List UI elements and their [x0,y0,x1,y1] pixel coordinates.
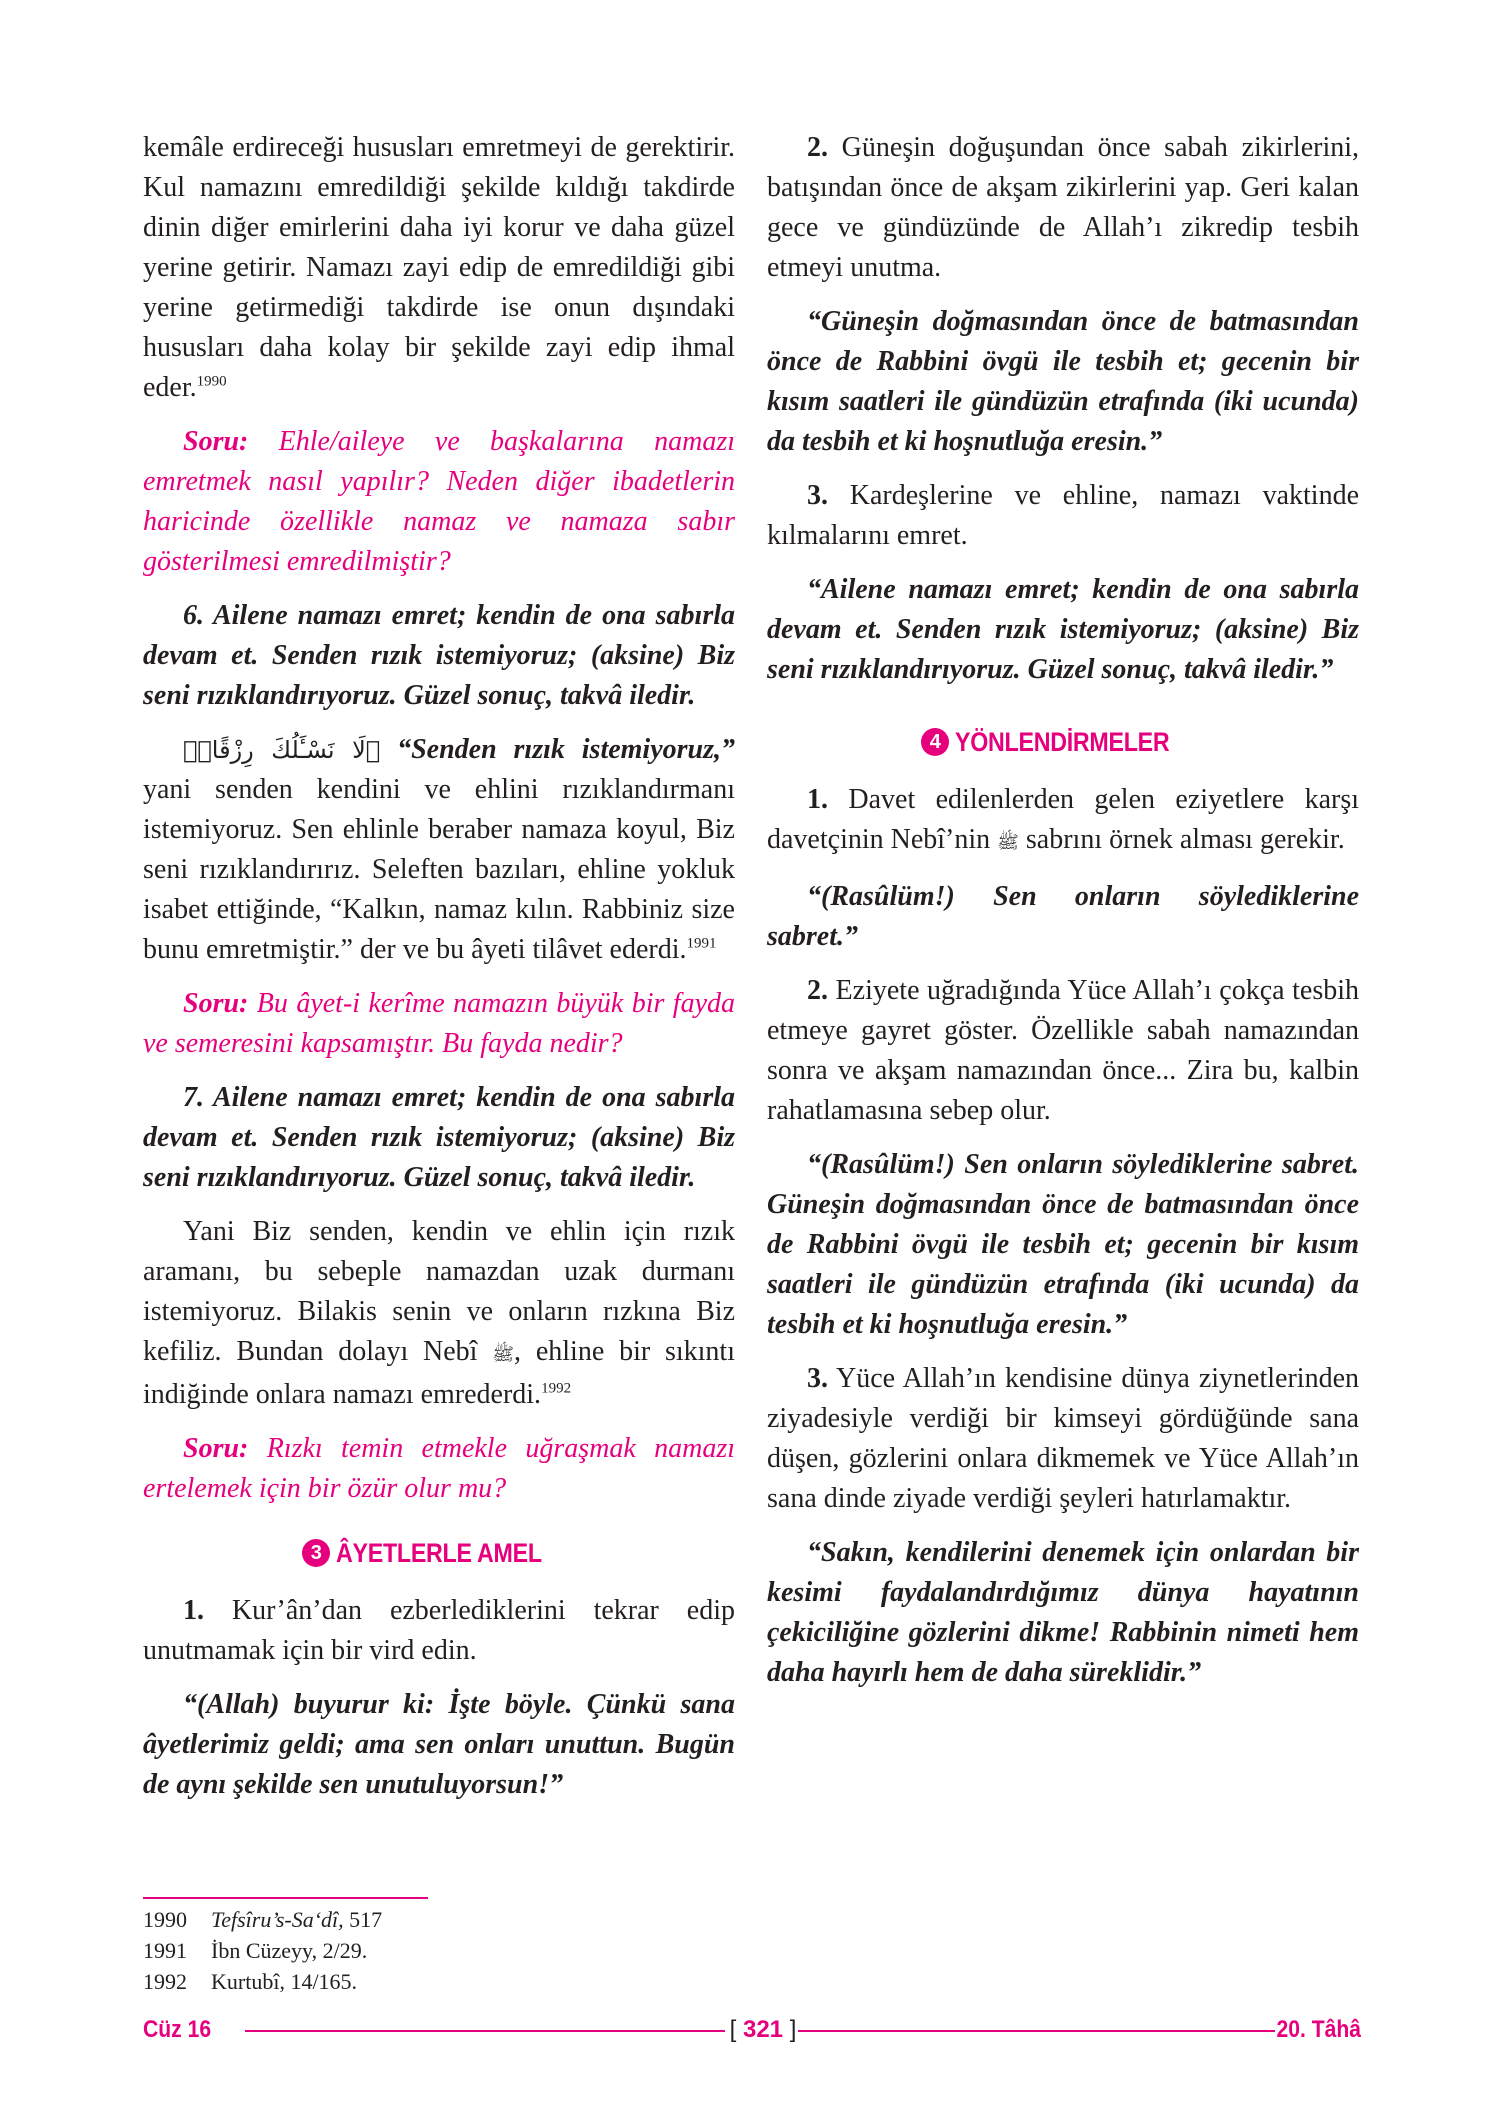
paragraph-text: Davet edilenlerden gelen eziyetlere karşı davetçinin Nebî’nin [767,783,1359,855]
verse-quote: “Güneşin doğmasından önce de batmasından önce de Rabbini övgü ile tesbih et; gecenin bir kısım saatleri ile gündüzün etrafında (iki ucunda) da tesbih et ki hoşnutluğa eresin.” [767,306,1359,457]
footnotes [143,1904,382,1997]
page-footer [143,2010,1361,2050]
paragraph-text: Yani Biz senden, kendin ve ehlin için rızık aramanı, bu sebeple namazdan uzak durmanı istemiyoruz. Bilakis senin ve onların rızkına Biz kefiliz. Bundan dolayı Nebî [143,1216,735,1367]
verse-heading [143,1078,735,1198]
item-number: 3. [807,480,828,511]
item-number: 2. [807,974,828,1006]
paragraph [767,476,1359,556]
juz-label: Cüz 16 [143,2016,212,2043]
paragraph [767,780,1359,863]
paragraph [143,128,735,408]
verse-quote: “Ailene namazı emret; kendin de ona sabırla devam et. Senden rızık istemiyoruz; (aksine) Biz seni rızıklandırıyoruz. Güzel sonuç, takvâ iledir.” [767,574,1359,685]
verse-quote: “Sakın, kendilerini denemek için onlardan bir kesimi faydalandırdığımız dünya hayatının çekiciliğine gözlerini dikme! Rabbinin nimeti hem daha hayırlı hem de daha süreklidir.” [767,1536,1359,1688]
footnote [143,1935,382,1966]
page-bracket: ] [789,2016,797,2043]
surah-label: 20. Tâhâ [1276,2016,1361,2043]
question [143,1429,735,1509]
verse-heading [143,596,735,716]
arabic-meaning: “Senden rızık istemiyoruz,” [397,734,735,765]
item-number: 3. [807,1362,828,1394]
verse-quote: “(Rasûlüm!) Sen onların söylediklerine sabret. Güneşin doğmasından önce de batmasından önce de Rabbini övgü ile tesbih et; gecenin bir kısım saatleri ile gündüzün etrafında (iki ucunda) da tesbih et ki hoşnutluğa eresin.” [767,1148,1359,1340]
section-heading [767,720,1359,762]
verse-quote: “(Rasûlüm!) Sen onların söylediklerine sabret.” [767,880,1359,952]
footnote [143,1904,382,1935]
verse-text: Ailene namazı emret; kendin de ona sabırla devam et. Senden rızık istemiyoruz; (aksine) Biz seni rızıklandırıyoruz. Güzel sonuç, takvâ iledir. [143,1082,735,1193]
footnote-ref: 1991 [686,935,717,952]
salawat-symbol: ﷺ [492,1344,515,1365]
question-label: Soru: [183,988,249,1019]
section-number-badge: 4 [921,728,949,756]
item-number: 2. [807,132,828,163]
paragraph-text: Eziyete uğradığında Yüce Allah’ı çokça tesbih etmeye gayret göster. Özellikle sabah namazından sonra ve akşam namazından önce... Zira bu, kalbin rahatlamasına sebep olur. [767,974,1359,1126]
footnote [143,1966,382,1997]
question [143,984,735,1064]
footnote-text: 517 [343,1907,383,1932]
footnote-ref: 1990 [196,373,227,390]
footer-rule [798,2030,1275,2032]
footnote-number: 1990 [143,1907,187,1932]
paragraph-text: sabrını örnek alması gerekir. [1018,823,1345,855]
page-bracket: [ [729,2016,737,2043]
question-label: Soru: [183,1433,249,1464]
paragraph [143,730,735,970]
footnote-ref: 1992 [541,1380,572,1397]
paragraph [767,971,1359,1131]
footnote-source: Tefsîru’s-Sa‘dî, [211,1907,344,1932]
paragraph-text: Kardeşlerine ve ehline, namazı vaktinde kılmalarını emret. [767,480,1359,551]
paragraph-text: kemâle erdireceği hususları emretmeyi de gerektirir. Kul namazını emredildiği şekilde kıldığı takdirde dinin diğer emirlerini daha iyi korur ve daha güzel yerine getirir. Namazı zayi edip de emredildiği gibi yerine getirmediği takdirde ise onun dışındaki hususları daha kolay bir şekilde zayi edip ihmal eder. [143,132,735,403]
question-text: Bu âyet-i kerîme namazın büyük bir fayda ve semeresini kapsamıştır. Bu fayda nedir? [143,988,735,1059]
paragraph [767,128,1359,288]
verse-number: 6. [183,600,204,631]
footnote-text: Kurtubî, 14/165. [211,1969,358,1994]
paragraph-text: , ehline bir sıkıntı indiğinde onlara namazı emrederdi. [143,1336,735,1410]
footer-rule [245,2030,725,2032]
left-column [143,128,735,1819]
item-number: 1. [183,1594,204,1626]
question-label: Soru: [183,426,249,457]
paragraph [143,1591,735,1671]
section-title: ÂYETLERLE AMEL [336,1537,543,1568]
section-number-badge: 3 [302,1539,330,1567]
question [143,422,735,582]
verse-quote: “(Allah) buyurur ki: İşte böyle. Çünkü sana âyetlerimiz geldi; ama sen onları unuttun. Bugün de aynı şekilde sen unutuluyorsun!” [143,1688,735,1800]
salawat-symbol: ﷺ [997,831,1019,853]
paragraph-text: Güneşin doğuşundan önce sabah zikirlerini, batışından önce de akşam zikirlerini yap. Geri kalan gece ve gündüzünde de Allah’ı zikredip tesbih etmeyi unutma. [767,132,1359,283]
question-text: Rızkı temin etmekle uğraşmak namazı ertelemek için bir özür olur mu? [143,1433,735,1504]
right-column [767,128,1359,1707]
arabic-verse: ﴿لَا نَسْـَٔلُكَ رِزْقًاۜ﴾ [183,736,381,764]
paragraph-text: yani senden kendini ve ehlini rızıklandırmanı istemiyoruz. Sen ehlinle beraber namaza koyul, Biz seni rızıklandırırız. Seleften bazıları, ehline yokluk isabet ettiğinde, “Kalkın, namaz kılın. Rabbiniz size bunu emretmiştir.” der ve bu âyeti tilâvet ederdi. [143,774,735,965]
item-number: 1. [807,783,828,815]
footnote-number: 1992 [143,1969,187,1994]
section-title: YÖNLENDİRMELER [955,726,1170,757]
question-text: Ehle/aileye ve başkalarına namazı emretmek nasıl yapılır? Neden diğer ibadetlerin haricinde özellikle namaz ve namaza sabır gösterilmesi emredilmiştir? [143,426,735,577]
verse-text: Ailene namazı emret; kendin de ona sabırla devam et. Senden rızık istemiyoruz; (aksine) Biz seni rızıklandırıyoruz. Güzel sonuç, takvâ iledir. [143,600,735,711]
paragraph [143,1212,735,1415]
verse-number: 7. [183,1082,204,1113]
footnote-number: 1991 [143,1938,187,1963]
footnote-divider [143,1897,428,1899]
footnote-text: İbn Cüzeyy, 2/29. [211,1938,368,1963]
paragraph-text: Yüce Allah’ın kendisine dünya ziynetlerinden ziyadesiyle verdiği bir kimseyi gördüğünde sana düşen, gözlerini onlara dikmemek ve Yüce Allah’ın sana dinde ziyade verdiği şeyleri hatırlamaktır. [767,1362,1359,1514]
page-number-value: 321 [742,2016,784,2043]
paragraph-text: Kur’ân’dan ezberlediklerini tekrar edip unutmamak için bir vird edin. [143,1594,735,1666]
paragraph [767,1359,1359,1519]
section-heading [143,1531,735,1573]
